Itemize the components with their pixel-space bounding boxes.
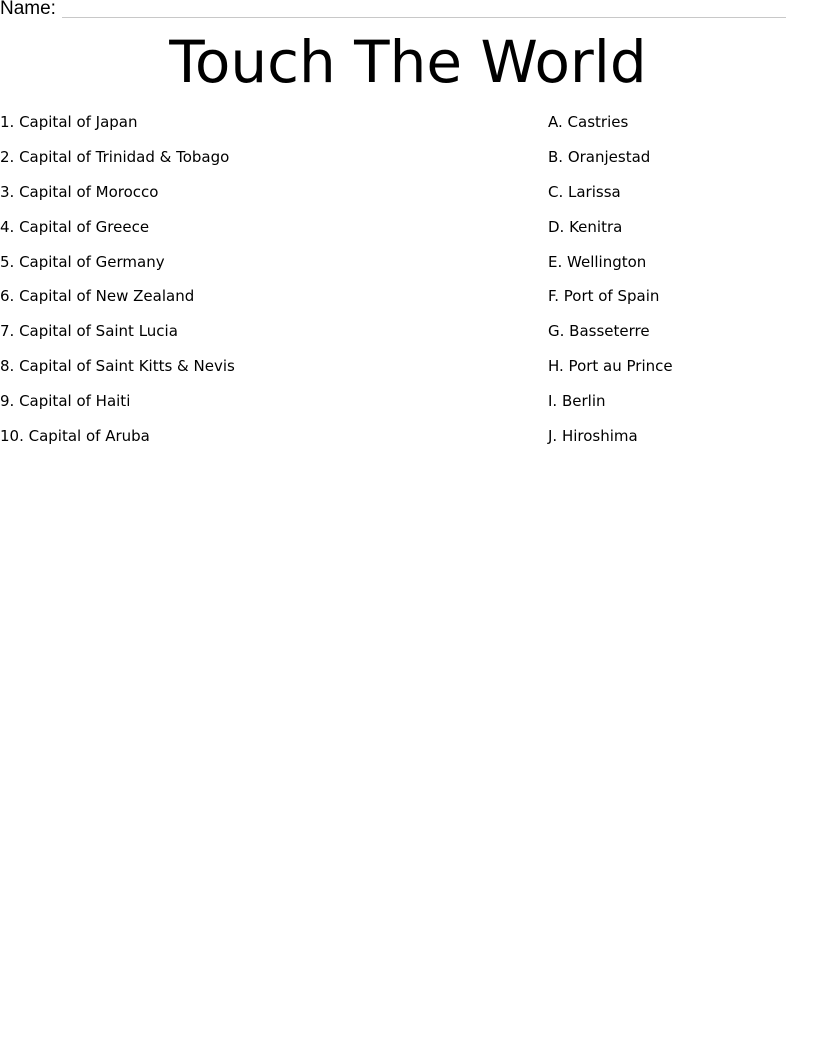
clue-item: 3. Capital of Morocco — [0, 182, 159, 201]
clue-item: 6. Capital of New Zealand — [0, 287, 195, 306]
clue-item: 1. Capital of Japan — [0, 113, 138, 131]
answer-item: G. Basseterre — [548, 322, 650, 341]
answer-item: F. Port of Spain — [548, 287, 660, 306]
answer-item: E. Wellington — [548, 252, 647, 271]
worksheet-title: Touch The World — [169, 28, 647, 96]
answer-list — [548, 110, 808, 459]
name-underline[interactable] — [62, 17, 786, 18]
answer-item: I. Berlin — [548, 392, 606, 411]
answer-item: B. Oranjestad — [548, 147, 651, 166]
clue-item: 10. Capital of Aruba — [0, 427, 150, 446]
clue-item: 7. Capital of Saint Lucia — [0, 322, 178, 341]
answer-item: H. Port au Prince — [548, 357, 673, 376]
clue-item: 5. Capital of Germany — [0, 252, 165, 271]
answer-item: J. Hiroshima — [548, 427, 638, 446]
clue-item: 8. Capital of Saint Kitts & Nevis — [0, 357, 235, 376]
name-field[interactable] — [0, 0, 786, 22]
clue-item: 2. Capital of Trinidad & Tobago — [0, 147, 230, 166]
answer-item: C. Larissa — [548, 182, 621, 201]
answer-item: A. Castries — [548, 113, 629, 131]
answer-item: D. Kenitra — [548, 217, 623, 236]
name-label: Name: — [0, 0, 56, 19]
clue-item: 4. Capital of Greece — [0, 217, 150, 236]
clue-item: 9. Capital of Haiti — [0, 392, 131, 411]
clue-list — [0, 110, 500, 459]
